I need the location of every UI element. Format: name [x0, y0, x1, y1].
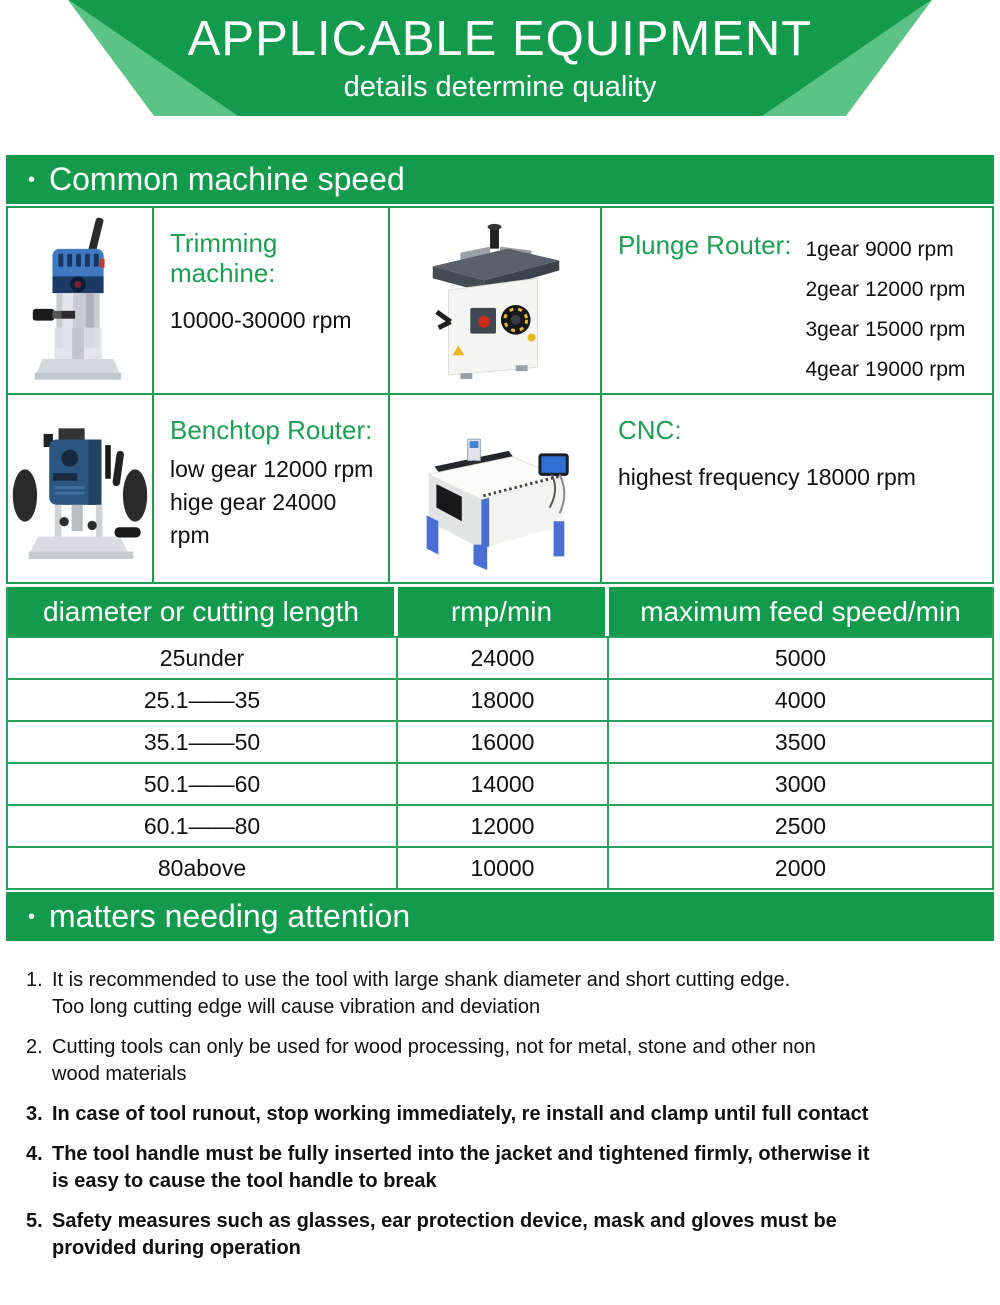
machine-grid	[6, 206, 994, 584]
machine-spec: 3gear 15000 rpm	[805, 318, 966, 341]
speed-table	[6, 587, 994, 890]
plunge-router-cell	[602, 208, 992, 395]
note-text: It is recommended to use the tool with large shank diameter and short cutting edge. Too long cutting edge will cause vibration and deviation	[52, 969, 791, 1018]
note-text: Safety measures such as glasses, ear protection device, mask and gloves must be provided during operation	[52, 1210, 837, 1259]
banner	[0, 0, 1000, 116]
page-title: APPLICABLE EQUIPMENT	[187, 12, 813, 66]
note-number: 1.	[26, 969, 43, 991]
machine-spec: highest frequency 18000 rpm	[618, 464, 916, 490]
machine-spec: 2gear 12000 rpm	[805, 278, 966, 301]
table-cell: 50.1——60	[8, 762, 398, 804]
trimming-machine-image-cell	[8, 208, 154, 395]
table-cell: 2000	[609, 846, 992, 888]
machine-spec: 4gear 19000 rpm	[805, 358, 966, 381]
section-title: matters needing attention	[49, 898, 411, 934]
benchtop-router-image-cell	[8, 395, 154, 582]
note-item	[26, 1141, 982, 1195]
spindle-moulder-image	[397, 217, 593, 385]
section-header-attention	[6, 892, 994, 941]
machine-name: Plunge Router:	[618, 230, 792, 260]
machine-name: Benchtop Router:	[170, 415, 373, 445]
table-cell: 12000	[398, 804, 609, 846]
table-cell: 25under	[8, 636, 398, 678]
table-cell: 2500	[609, 804, 992, 846]
note-number: 4.	[26, 1143, 43, 1165]
section-header-machine-speed	[6, 155, 994, 204]
table-cell: 5000	[609, 636, 992, 678]
table-cell: 10000	[398, 846, 609, 888]
cnc-cell	[602, 395, 992, 582]
table-cell: 24000	[398, 636, 609, 678]
note-number: 3.	[26, 1103, 43, 1125]
cnc-image-cell	[390, 395, 602, 582]
table-cell: 18000	[398, 678, 609, 720]
table-header-rpm: rmp/min	[398, 587, 609, 636]
note-text: Cutting tools can only be used for wood processing, not for metal, stone and other non wood materials	[52, 1036, 816, 1085]
table-header-feed: maximum feed speed/min	[609, 587, 992, 636]
table-cell: 4000	[609, 678, 992, 720]
trimming-machine-image	[21, 217, 139, 385]
note-number: 2.	[26, 1036, 43, 1058]
page-subtitle: details determine quality	[343, 71, 657, 103]
table-cell: 3000	[609, 762, 992, 804]
banner-text	[0, 0, 1000, 116]
table-cell: 35.1——50	[8, 720, 398, 762]
table-cell: 14000	[398, 762, 609, 804]
machine-specs	[805, 230, 965, 390]
note-number: 5.	[26, 1210, 43, 1232]
table-cell: 25.1——35	[8, 678, 398, 720]
machine-name: Trimming machine:	[170, 228, 278, 288]
machine-spec: 1gear 9000 rpm	[805, 238, 954, 261]
spindle-moulder-image-cell	[390, 208, 602, 395]
benchtop-router-image	[10, 408, 150, 570]
note-text: In case of tool runout, stop working immediately, re install and clamp until full contact	[52, 1103, 869, 1125]
machine-spec: hige gear 24000 rpm	[170, 489, 337, 548]
note-item	[26, 1208, 982, 1262]
benchtop-router-cell	[154, 395, 390, 582]
bullet-icon: •	[28, 906, 36, 928]
note-item	[26, 967, 982, 1021]
table-cell: 3500	[609, 720, 992, 762]
machine-spec: low gear 12000 rpm	[170, 456, 374, 482]
machine-spec: 10000-30000 rpm	[170, 307, 352, 333]
note-text: The tool handle must be fully inserted into the jacket and tightened firmly, otherwise it is easy to cause the tool handle to break	[52, 1143, 870, 1192]
bullet-icon: •	[28, 169, 36, 191]
table-cell: 80above	[8, 846, 398, 888]
table-cell: 60.1——80	[8, 804, 398, 846]
machine-name: CNC:	[618, 415, 682, 445]
attention-notes	[0, 941, 1000, 1262]
trimming-machine-cell	[154, 208, 390, 395]
cnc-machine-image	[395, 406, 595, 572]
section-title: Common machine speed	[49, 161, 405, 197]
note-item	[26, 1101, 982, 1128]
table-cell: 16000	[398, 720, 609, 762]
table-header-diameter: diameter or cutting length	[8, 587, 398, 636]
note-item	[26, 1034, 982, 1088]
